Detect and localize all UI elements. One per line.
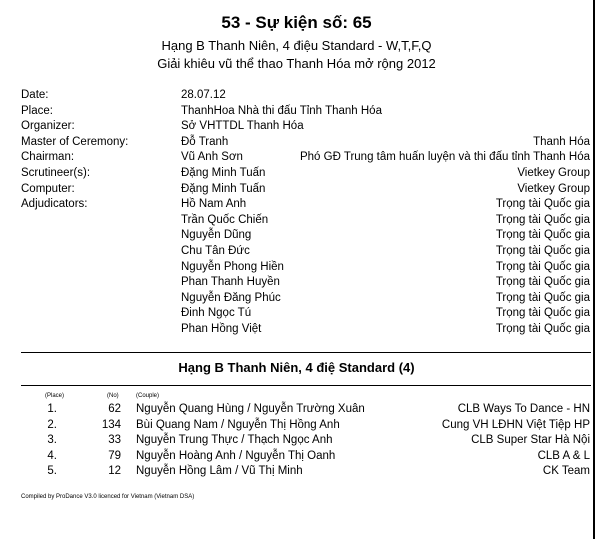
scrutineer-row (21, 166, 590, 182)
adjudicator-row (21, 244, 590, 260)
adjudicator-affiliation: Trọng tài Quốc gia (495, 244, 590, 257)
number-column-header: (No) (107, 393, 119, 399)
adjudicator-name: Trần Quốc Chiến (181, 213, 269, 226)
result-place: 3. (47, 434, 57, 446)
divider (21, 352, 591, 353)
result-number: 12 (108, 465, 121, 477)
adjudicator-row (21, 228, 590, 244)
scrutineer-label: Scrutineer(s): (21, 166, 91, 179)
scrutineer-value: Đặng Minh Tuấn (181, 166, 266, 179)
adjudicator-name: Phan Hồng Việt (181, 322, 262, 335)
computer-affiliation: Vietkey Group (517, 182, 590, 195)
chairman-row (21, 150, 590, 166)
result-number: 62 (108, 403, 121, 415)
adjudicator-row (21, 291, 590, 307)
result-row (21, 418, 590, 434)
adjudicator-row (21, 260, 590, 276)
chairman-label: Chairman: (21, 151, 75, 164)
date-row (21, 88, 590, 104)
adjudicator-row (21, 275, 590, 291)
event-info (21, 88, 590, 338)
adjudicator-name: Nguyễn Phong Hiền (181, 260, 284, 273)
adjudicator-name: Đinh Ngọc Tú (181, 307, 252, 320)
place-column-header: (Place) (45, 393, 65, 399)
result-club: Cung VH LĐHN Việt Tiệp HP (441, 418, 590, 431)
adjudicator-name: Nguyễn Dũng (181, 229, 252, 242)
results-header (21, 393, 590, 402)
page-title: 53 - Sự kiện số: 65 (221, 13, 372, 32)
result-row (21, 464, 590, 480)
computer-value: Đặng Minh Tuấn (181, 182, 266, 195)
result-club: CK Team (542, 465, 590, 477)
adjudicator-row (21, 213, 590, 229)
adjudicator-row (21, 197, 590, 213)
organizer-value: Sở VHTTDL Thanh Hóa (181, 120, 304, 133)
result-club: CLB A & L (537, 449, 590, 462)
result-couple: Nguyễn Quang Hùng / Nguyễn Trường Xuân (136, 403, 365, 415)
result-place: 4. (47, 449, 57, 462)
mc-value: Đỗ Tranh (181, 135, 229, 148)
result-place: 5. (47, 465, 57, 477)
organizer-row (21, 119, 590, 135)
place-value: ThanhHoa Nhà thi đấu Tỉnh Thanh Hóa (181, 104, 382, 117)
adjudicator-name: Nguyễn Đăng Phúc (181, 291, 281, 304)
organizer-label: Organizer: (21, 120, 75, 133)
adjudicator-row (21, 322, 590, 338)
result-number: 79 (108, 449, 121, 462)
place-row (21, 104, 590, 120)
adjudicator-affiliation: Trọng tài Quốc gia (495, 213, 590, 226)
adjudicator-affiliation: Trọng tài Quốc gia (495, 291, 590, 304)
page-border (593, 0, 595, 539)
date-value: 28.07.12 (181, 89, 226, 101)
computer-label: Computer: (21, 182, 75, 195)
footer-note: Compiled by ProDance V3.0 licenced for Vietnam (Vietnam DSA) (21, 494, 195, 500)
result-couple: Nguyễn Trung Thực / Thạch Ngọc Anh (136, 434, 333, 446)
result-club: CLB Ways To Dance - HN (457, 403, 590, 415)
result-club: CLB Super Star Hà Nội (471, 434, 590, 446)
result-number: 134 (101, 418, 121, 431)
result-row (21, 402, 590, 418)
divider (21, 385, 591, 386)
event-subtitle: Hạng B Thanh Niên, 4 điệu Standard - W,T,F,Q (161, 38, 432, 53)
adjudicators-label: Adjudicators: (21, 198, 88, 211)
adjudicator-affiliation: Trọng tài Quốc gia (495, 198, 590, 211)
scrutineer-affiliation: Vietkey Group (517, 166, 590, 179)
result-couple: Nguyễn Hồng Lâm / Vũ Thị Minh (136, 465, 303, 477)
computer-row (21, 182, 590, 198)
chairman-role: Phó GĐ Trung tâm huấn luyện và thi đấu tỉnh Thanh Hóa (299, 151, 590, 164)
results-table (21, 393, 590, 480)
mc-row (21, 135, 590, 151)
result-couple: Nguyễn Hoàng Anh / Nguyễn Thị Oanh (136, 449, 336, 462)
adjudicator-name: Phan Thanh Huyền (181, 276, 280, 289)
mc-affiliation: Thanh Hóa (533, 135, 590, 148)
result-couple: Bùi Quang Nam / Nguyễn Thị Hồng Anh (136, 418, 340, 431)
adjudicator-affiliation: Trọng tài Quốc gia (495, 260, 590, 273)
adjudicator-affiliation: Trọng tài Quốc gia (495, 322, 590, 335)
couple-column-header: (Couple) (136, 393, 160, 399)
result-row (21, 449, 590, 465)
adjudicator-row (21, 306, 590, 322)
result-row (21, 433, 590, 449)
chairman-value: Vũ Anh Sơn (181, 151, 243, 164)
adjudicator-name: Hồ Nam Anh (181, 198, 247, 211)
adjudicator-affiliation: Trọng tài Quốc gia (495, 307, 590, 320)
competition-name: Giải khiêu vũ thể thao Thanh Hóa mở rộng 2012 (157, 56, 436, 71)
adjudicator-affiliation: Trọng tài Quốc gia (495, 229, 590, 242)
date-label: Date: (21, 89, 49, 101)
place-label: Place: (21, 104, 53, 117)
adjudicator-name: Chu Tân Đức (181, 244, 250, 257)
result-place: 1. (47, 403, 57, 415)
result-number: 33 (108, 434, 121, 446)
event-heading: Hạng B Thanh Niên, 4 điệ Standard (4) (178, 360, 415, 375)
result-place: 2. (47, 418, 57, 431)
mc-label: Master of Ceremony: (21, 135, 129, 148)
adjudicator-affiliation: Trọng tài Quốc gia (495, 276, 590, 289)
